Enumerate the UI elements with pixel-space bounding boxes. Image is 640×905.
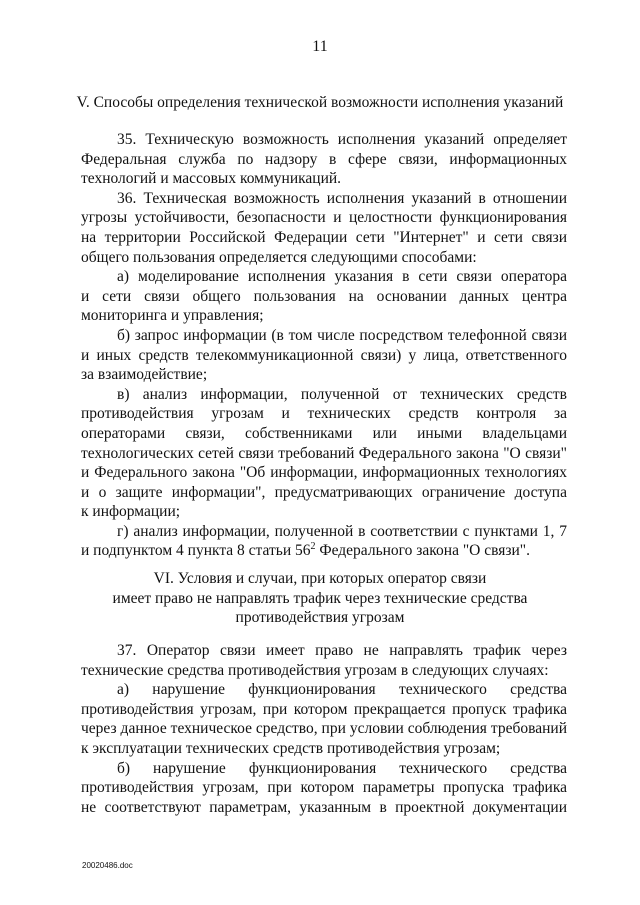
- text-line: за взаимодействие;: [81, 366, 208, 384]
- text-line: 36. Техническая возможность исполнения указаний в отношении: [117, 189, 567, 207]
- subparagraph-37a: [81, 680, 567, 758]
- paragraph-36: [81, 189, 567, 267]
- text-line: г) анализ информации, полученной в соответствии с пунктами 1, 7: [117, 522, 567, 540]
- file-name-footer: 20020486.doc: [82, 861, 133, 870]
- text-line: 37. Оператор связи имеет право не направлять трафик через: [117, 642, 567, 659]
- subparagraph-36b: [81, 326, 567, 385]
- text-fragment: и подпунктом 4 пункта 8 статьи 56: [81, 542, 311, 560]
- subparagraph-37b: [81, 759, 567, 818]
- subparagraph-36g: [81, 522, 567, 561]
- title-line: VI. Условия и случаи, при которых оператор связи: [153, 570, 487, 587]
- text-fragment: Федерального закона "О связи".: [315, 542, 530, 560]
- text-line: к информации;: [81, 503, 181, 521]
- text-line: противодействия угрозам и технических средств контроля за: [81, 405, 567, 423]
- section-6-title: [70, 569, 570, 628]
- text-line: противодействия угрозам, при котором прекращается пропуск трафика: [81, 700, 567, 718]
- page-number: 11: [312, 38, 328, 55]
- text-line: и сети связи общего пользования на основании данных центра: [81, 287, 567, 305]
- text-line: б) запрос информации (в том числе посредством телефонной связи: [117, 326, 567, 344]
- text-line: и Федерального закона "Об информации, информационных технологиях: [81, 464, 567, 482]
- text-line: через данное техническое средство, при условии соблюдения требований: [81, 720, 567, 738]
- text-line: а) моделирование исполнения указания в сети связи оператора: [117, 268, 567, 286]
- text-line: а) нарушение функционирования технического средства: [117, 681, 567, 699]
- paragraph-37: [81, 641, 567, 680]
- text-line: б) нарушение функционирования технического средства: [117, 759, 567, 777]
- text-line: технологий и массовых коммуникаций.: [81, 170, 342, 188]
- text-line: Федеральная служба по надзору в сфере связи, информационных: [81, 150, 567, 168]
- text-line: и о защите информации", предусматривающих ограничение доступа: [81, 483, 567, 501]
- text-line: угрозы устойчивости, безопасности и целостности функционирования: [81, 209, 567, 227]
- text-line: противодействия угрозам, при котором параметры пропуска трафика: [81, 779, 567, 797]
- text-line: в) анализ информации, полученной от технических средств: [117, 385, 567, 403]
- text-line: на территории Российской Федерации сети "Интернет" и сети связи: [81, 228, 567, 246]
- superscript: 2: [310, 541, 316, 553]
- title-line: имеет право не направлять трафик через технические средства: [112, 589, 528, 607]
- text-line: [81, 541, 567, 561]
- title-line: противодействия угрозам: [235, 609, 405, 626]
- text-line: мониторинга и управления;: [81, 307, 264, 325]
- text-line: и иных средств телекоммуникационной связи) у лица, ответственного: [81, 346, 567, 364]
- text-line: технологических сетей связи требований Федерального закона "О связи": [81, 444, 567, 462]
- text-line: операторами связи, собственниками или иными владельцами: [81, 424, 567, 442]
- subparagraph-36v: [81, 385, 567, 522]
- section-6-body: [81, 641, 567, 817]
- paragraph-35: [81, 130, 567, 189]
- text-line: к эксплуатации технических средств противодействия угрозам;: [81, 739, 501, 757]
- section-5-body: [81, 130, 567, 561]
- subparagraph-36a: [81, 267, 567, 326]
- text-line: общего пользования определяется следующими способами:: [81, 248, 477, 266]
- text-line: 35. Техническую возможность исполнения указаний определяет: [117, 131, 567, 148]
- text-line: не соответствуют параметрам, указанным в проектной документации: [81, 798, 567, 816]
- section-5-title: V. Способы определения технической возможности исполнения указаний: [76, 94, 564, 111]
- text-line: технические средства противодействия угрозам в следующих случаях:: [81, 661, 549, 679]
